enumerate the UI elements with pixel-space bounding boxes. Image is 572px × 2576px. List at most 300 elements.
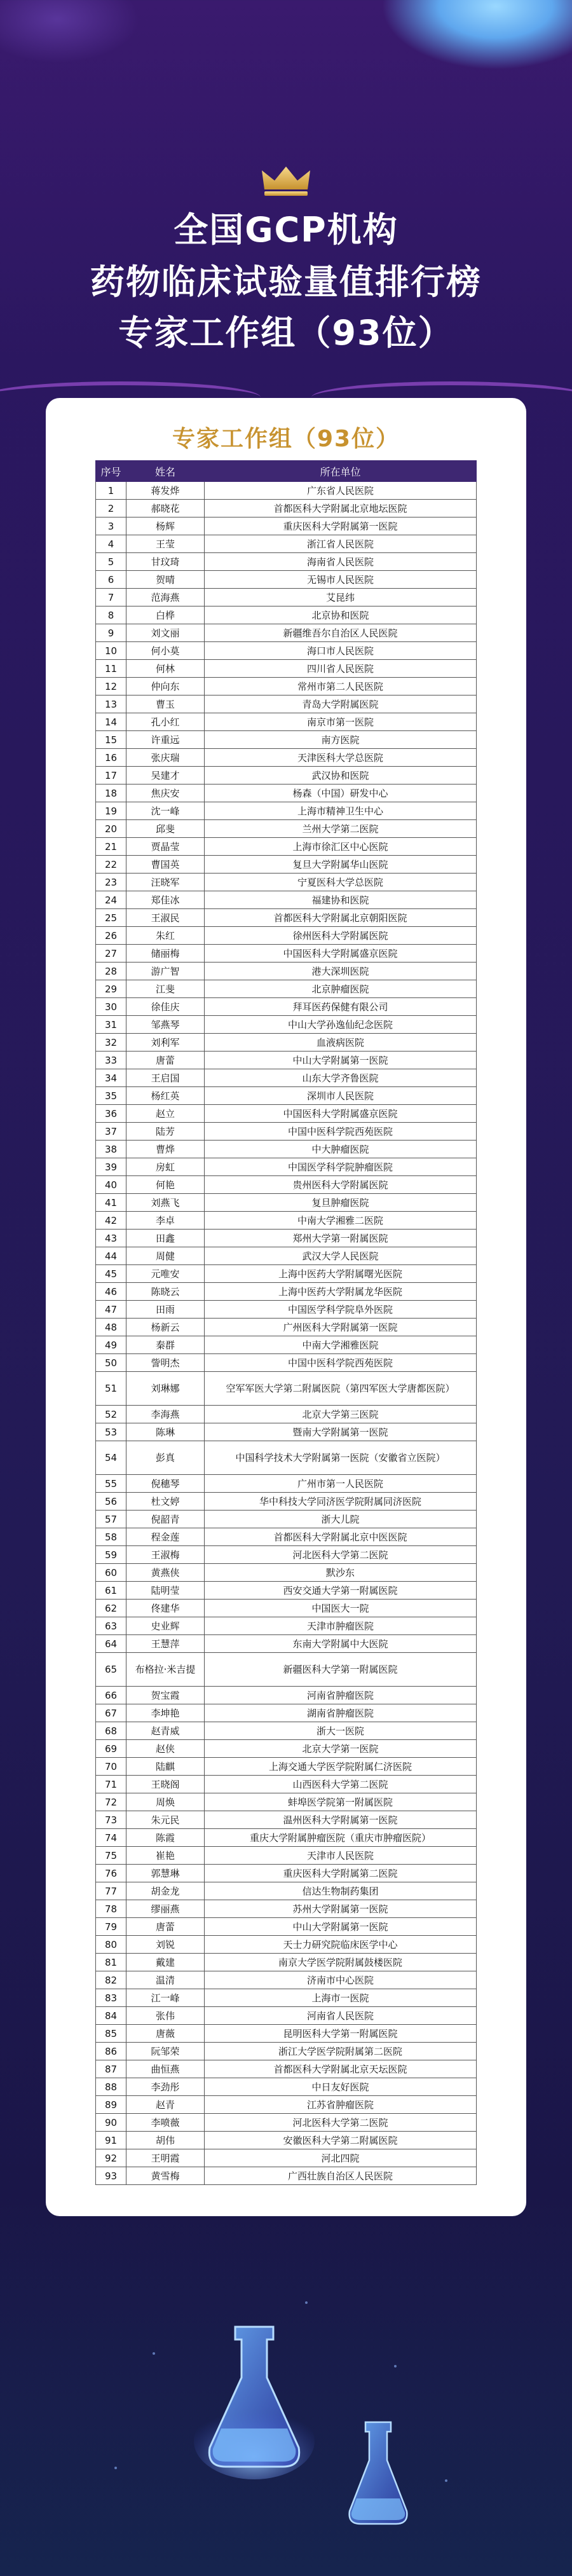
cell-number: 22: [96, 856, 126, 874]
cell-number: 58: [96, 1528, 126, 1546]
cell-name: 元唯安: [126, 1265, 205, 1283]
table-row: [96, 1582, 477, 1600]
table-row: [96, 1971, 477, 1989]
cell-institution: 广东省人民医院: [205, 482, 477, 500]
cell-name: 缪丽燕: [126, 1900, 205, 1918]
cell-number: 83: [96, 1989, 126, 2007]
cell-number: 17: [96, 767, 126, 784]
table-row: [96, 909, 477, 927]
table-body: [96, 482, 477, 2185]
crown-icon: [261, 164, 311, 197]
cell-name: 李海燕: [126, 1406, 205, 1423]
table-row: [96, 1158, 477, 1176]
cell-number: 72: [96, 1793, 126, 1811]
cell-name: 江斐: [126, 980, 205, 998]
table-row: [96, 1441, 477, 1475]
cell-number: 43: [96, 1230, 126, 1247]
cell-institution: 信达生物制药集团: [205, 1882, 477, 1900]
table-row: [96, 1301, 477, 1319]
cell-number: 6: [96, 571, 126, 589]
table-row: [96, 695, 477, 713]
table-row: [96, 2060, 477, 2078]
cell-institution: 暨南大学附属第一医院: [205, 1423, 477, 1441]
cell-number: 38: [96, 1141, 126, 1158]
table-row: [96, 802, 477, 820]
cell-number: 69: [96, 1740, 126, 1758]
cell-institution: 上海中医药大学附属龙华医院: [205, 1283, 477, 1301]
cell-institution: 中南大学湘雅医院: [205, 1336, 477, 1354]
table-row: [96, 2096, 477, 2114]
table-row: [96, 482, 477, 500]
cell-number: 24: [96, 891, 126, 909]
cell-name: 田鑫: [126, 1230, 205, 1247]
cell-institution: 中山大学附属第一医院: [205, 1052, 477, 1069]
cell-institution: 浙大一医院: [205, 1722, 477, 1740]
cell-name: 田雨: [126, 1301, 205, 1319]
cell-number: 87: [96, 2060, 126, 2078]
cell-number: 81: [96, 1954, 126, 1971]
cell-name: 李卓: [126, 1212, 205, 1230]
cell-name: 周焕: [126, 1793, 205, 1811]
cell-number: 33: [96, 1052, 126, 1069]
cell-name: 史业辉: [126, 1617, 205, 1635]
card-title: 专家工作组（93位）: [172, 426, 400, 452]
table-row: [96, 1247, 477, 1265]
cell-number: 35: [96, 1087, 126, 1105]
cell-institution: 江苏省肿瘤医院: [205, 2096, 477, 2114]
cell-institution: 中国医学科学院阜外医院: [205, 1301, 477, 1319]
cell-institution: 中国中医科学院西苑医院: [205, 1354, 477, 1372]
table-row: [96, 1372, 477, 1406]
table-row: [96, 517, 477, 535]
table-row: [96, 606, 477, 624]
cell-institution: 河南省人民医院: [205, 2007, 477, 2025]
cell-institution: 郑州大学第一附属医院: [205, 1230, 477, 1247]
cell-number: 31: [96, 1016, 126, 1034]
cell-name: 王莹: [126, 535, 205, 553]
expert-table: [95, 460, 477, 2185]
cell-name: 徐佳庆: [126, 998, 205, 1016]
cell-name: 倪韶青: [126, 1511, 205, 1528]
table-row: [96, 660, 477, 678]
table-row: [96, 2114, 477, 2132]
table-row: [96, 1564, 477, 1582]
sparkle-dot: [394, 2365, 397, 2367]
cell-name: 何艳: [126, 1176, 205, 1194]
cell-institution: 河北医科大学第二医院: [205, 1546, 477, 1564]
cell-institution: 北京肿瘤医院: [205, 980, 477, 998]
cell-name: 胡伟: [126, 2132, 205, 2149]
cell-number: 18: [96, 784, 126, 802]
table-row: [96, 1758, 477, 1776]
table-row: [96, 1123, 477, 1141]
cell-name: 赵青威: [126, 1722, 205, 1740]
cell-name: 贺晴: [126, 571, 205, 589]
cell-institution: 中日友好医院: [205, 2078, 477, 2096]
cell-name: 甘玟琦: [126, 553, 205, 571]
cell-institution: 天津医科大学总医院: [205, 749, 477, 767]
cell-number: 64: [96, 1635, 126, 1653]
cell-number: 26: [96, 927, 126, 945]
cell-institution: 首都医科大学附属北京朝阳医院: [205, 909, 477, 927]
cell-name: 秦群: [126, 1336, 205, 1354]
cell-name: 张庆瑞: [126, 749, 205, 767]
table-row: [96, 1882, 477, 1900]
table-row: [96, 1034, 477, 1052]
cell-name: 赵侠: [126, 1740, 205, 1758]
table-row: [96, 589, 477, 606]
cell-number: 88: [96, 2078, 126, 2096]
cell-number: 52: [96, 1406, 126, 1423]
table-row: [96, 1617, 477, 1635]
cell-name: 刘锐: [126, 1936, 205, 1954]
cell-number: 54: [96, 1441, 126, 1475]
cell-number: 79: [96, 1918, 126, 1936]
cell-institution: 常州市第二人民医院: [205, 678, 477, 695]
cell-number: 59: [96, 1546, 126, 1564]
cell-institution: 广州市第一人民医院: [205, 1475, 477, 1493]
cell-number: 57: [96, 1511, 126, 1528]
table-row: [96, 998, 477, 1016]
cell-number: 46: [96, 1283, 126, 1301]
cell-institution: 南方医院: [205, 731, 477, 749]
cell-institution: 武汉协和医院: [205, 767, 477, 784]
cell-number: 51: [96, 1372, 126, 1406]
table-row: [96, 1936, 477, 1954]
table-row: [96, 1811, 477, 1829]
cell-institution: 昆明医科大学第一附属医院: [205, 2025, 477, 2043]
cell-number: 86: [96, 2043, 126, 2060]
table-row: [96, 1954, 477, 1971]
table-row: [96, 767, 477, 784]
table-row: [96, 980, 477, 998]
cell-institution: 北京大学第三医院: [205, 1406, 477, 1423]
cell-institution: 中南大学湘雅二医院: [205, 1212, 477, 1230]
table-row: [96, 874, 477, 891]
table-row: [96, 1687, 477, 1704]
cell-institution: 东南大学附属中大医院: [205, 1635, 477, 1653]
table-row: [96, 1704, 477, 1722]
cell-name: 蒋发烨: [126, 482, 205, 500]
table-row: [96, 2132, 477, 2149]
cell-name: 曲恒燕: [126, 2060, 205, 2078]
table-row: [96, 535, 477, 553]
cell-name: 陆芳: [126, 1123, 205, 1141]
table-row: [96, 678, 477, 695]
cell-number: 42: [96, 1212, 126, 1230]
sparkle-dot: [445, 2479, 447, 2482]
table-row: [96, 838, 477, 856]
cell-institution: 深圳市人民医院: [205, 1087, 477, 1105]
cell-number: 62: [96, 1600, 126, 1617]
cell-name: 胡金龙: [126, 1882, 205, 1900]
cell-institution: 蚌埠医学院第一附属医院: [205, 1793, 477, 1811]
table-row: [96, 1918, 477, 1936]
cell-name: 阮邹荣: [126, 2043, 205, 2060]
cell-name: 王慧萍: [126, 1635, 205, 1653]
table-row: [96, 1194, 477, 1212]
cell-institution: 上海市一医院: [205, 1989, 477, 2007]
cell-institution: 天津市人民医院: [205, 1847, 477, 1865]
header-cell-institution: 所在单位: [205, 461, 477, 482]
cell-number: 92: [96, 2149, 126, 2167]
cell-number: 45: [96, 1265, 126, 1283]
cell-name: 曹玉: [126, 695, 205, 713]
cell-number: 3: [96, 517, 126, 535]
cell-name: 曹国英: [126, 856, 205, 874]
cell-institution: 艾昆纬: [205, 589, 477, 606]
cell-institution: 山东大学齐鲁医院: [205, 1069, 477, 1087]
cell-institution: 天士力研究院临床医学中心: [205, 1936, 477, 1954]
cell-institution: 兰州大学第二医院: [205, 820, 477, 838]
cell-name: 王淑梅: [126, 1546, 205, 1564]
cell-number: 47: [96, 1301, 126, 1319]
cell-number: 77: [96, 1882, 126, 1900]
cell-name: 刘琳娜: [126, 1372, 205, 1406]
cell-name: 邱斐: [126, 820, 205, 838]
flask-icon: [191, 2314, 318, 2479]
table-row: [96, 624, 477, 642]
table-row: [96, 1776, 477, 1793]
cell-name: 朱元民: [126, 1811, 205, 1829]
cell-number: 34: [96, 1069, 126, 1087]
table-row: [96, 927, 477, 945]
cell-institution: 杨森（中国）研发中心: [205, 784, 477, 802]
cell-institution: 新疆维吾尔自治区人民医院: [205, 624, 477, 642]
cell-name: 王晓阁: [126, 1776, 205, 1793]
cell-number: 28: [96, 963, 126, 980]
table-row: [96, 553, 477, 571]
background-glow-left: [0, 0, 140, 64]
table-row: [96, 1052, 477, 1069]
table-row: [96, 1230, 477, 1247]
cell-number: 39: [96, 1158, 126, 1176]
table-row: [96, 571, 477, 589]
cell-number: 75: [96, 1847, 126, 1865]
cell-institution: 天津市肿瘤医院: [205, 1617, 477, 1635]
table-row: [96, 2007, 477, 2025]
cell-name: 沈一峰: [126, 802, 205, 820]
cell-number: 61: [96, 1582, 126, 1600]
table-row: [96, 1847, 477, 1865]
cell-number: 76: [96, 1865, 126, 1882]
cell-number: 41: [96, 1194, 126, 1212]
cell-name: 佟建华: [126, 1600, 205, 1617]
cell-number: 65: [96, 1653, 126, 1687]
table-row: [96, 713, 477, 731]
cell-name: 刘利军: [126, 1034, 205, 1052]
cell-name: 许重远: [126, 731, 205, 749]
table-row: [96, 1105, 477, 1123]
cell-institution: 拜耳医药保健有限公司: [205, 998, 477, 1016]
cell-institution: 中国医科大学附属盛京医院: [205, 1105, 477, 1123]
cell-name: 白桦: [126, 606, 205, 624]
table-row: [96, 731, 477, 749]
cell-name: 王明霞: [126, 2149, 205, 2167]
cell-number: 8: [96, 606, 126, 624]
cell-name: 戴建: [126, 1954, 205, 1971]
cell-name: 杜文婷: [126, 1493, 205, 1511]
cell-name: 黄雪梅: [126, 2167, 205, 2185]
cell-name: 焦庆安: [126, 784, 205, 802]
cell-name: 崔艳: [126, 1847, 205, 1865]
cell-number: 82: [96, 1971, 126, 1989]
cell-institution: 重庆医科大学附属第一医院: [205, 517, 477, 535]
cell-number: 40: [96, 1176, 126, 1194]
cell-name: 陈晓云: [126, 1283, 205, 1301]
table-row: [96, 749, 477, 767]
cell-institution: 徐州医科大学附属医院: [205, 927, 477, 945]
table-row: [96, 1087, 477, 1105]
cell-number: 5: [96, 553, 126, 571]
cell-institution: 中国医学科学院肿瘤医院: [205, 1158, 477, 1176]
cell-institution: 安徽医科大学第二附属医院: [205, 2132, 477, 2149]
cell-name: 唐蕾: [126, 1918, 205, 1936]
cell-institution: 上海市精神卫生中心: [205, 802, 477, 820]
cell-name: 何林: [126, 660, 205, 678]
cell-number: 7: [96, 589, 126, 606]
cell-institution: 港大深圳医院: [205, 963, 477, 980]
cell-name: 郝晓花: [126, 500, 205, 517]
cell-institution: 中国中医科学院西苑医院: [205, 1123, 477, 1141]
table-row: [96, 1900, 477, 1918]
cell-institution: 中大肿瘤医院: [205, 1141, 477, 1158]
table-row: [96, 1336, 477, 1354]
table-row: [96, 1069, 477, 1087]
table-row: [96, 1740, 477, 1758]
cell-institution: 首都医科大学附属北京中医医院: [205, 1528, 477, 1546]
cell-institution: 宁夏医科大学总医院: [205, 874, 477, 891]
table-row: [96, 1546, 477, 1564]
cell-institution: 苏州大学附属第一医院: [205, 1900, 477, 1918]
table-row: [96, 642, 477, 660]
cell-institution: 重庆大学附属肿瘤医院（重庆市肿瘤医院）: [205, 1829, 477, 1847]
cell-name: 刘文丽: [126, 624, 205, 642]
cell-institution: 浙江大学医学院附属第二医院: [205, 2043, 477, 2060]
cell-institution: 济南市中心医院: [205, 1971, 477, 1989]
cell-number: 12: [96, 678, 126, 695]
cell-institution: 海口市人民医院: [205, 642, 477, 660]
cell-name: 曹烨: [126, 1141, 205, 1158]
cell-name: 李劲彤: [126, 2078, 205, 2096]
table-row: [96, 784, 477, 802]
cell-number: 50: [96, 1354, 126, 1372]
cell-name: 陈琳: [126, 1423, 205, 1441]
cell-institution: 上海中医药大学附属曙光医院: [205, 1265, 477, 1283]
cell-institution: 中山大学孙逸仙纪念医院: [205, 1016, 477, 1034]
cell-institution: 南京大学医学院附属鼓楼医院: [205, 1954, 477, 1971]
cell-institution: 武汉大学人民医院: [205, 1247, 477, 1265]
cell-name: 吴建才: [126, 767, 205, 784]
table-row: [96, 1653, 477, 1687]
table-row: [96, 891, 477, 909]
background-glow-right: [381, 0, 572, 70]
cell-name: 赵立: [126, 1105, 205, 1123]
cell-number: 93: [96, 2167, 126, 2185]
cell-institution: 华中科技大学同济医学院附属同济医院: [205, 1493, 477, 1511]
cell-name: 范海燕: [126, 589, 205, 606]
cell-institution: 血液病医院: [205, 1034, 477, 1052]
cell-name: 李喷薇: [126, 2114, 205, 2132]
cell-institution: 首都医科大学附属北京地坛医院: [205, 500, 477, 517]
table-row: [96, 856, 477, 874]
table-row: [96, 1016, 477, 1034]
cell-number: 27: [96, 945, 126, 963]
header-cell-name: 姓名: [126, 461, 205, 482]
table-row: [96, 500, 477, 517]
cell-name: 周健: [126, 1247, 205, 1265]
cell-number: 9: [96, 624, 126, 642]
cell-number: 19: [96, 802, 126, 820]
cell-number: 71: [96, 1776, 126, 1793]
cell-name: 李坤艳: [126, 1704, 205, 1722]
cell-number: 49: [96, 1336, 126, 1354]
table-row: [96, 820, 477, 838]
cell-number: 36: [96, 1105, 126, 1123]
table-row: [96, 2078, 477, 2096]
cell-number: 60: [96, 1564, 126, 1582]
cell-name: 程金莲: [126, 1528, 205, 1546]
cell-institution: 山西医科大学第二医院: [205, 1776, 477, 1793]
cell-institution: 湖南省肿瘤医院: [205, 1704, 477, 1722]
table-row: [96, 2167, 477, 2185]
cell-number: 85: [96, 2025, 126, 2043]
cell-institution: 中国科学技术大学附属第一医院（安徽省立医院）: [205, 1441, 477, 1475]
cell-number: 37: [96, 1123, 126, 1141]
cell-institution: 四川省人民医院: [205, 660, 477, 678]
cell-number: 84: [96, 2007, 126, 2025]
cell-number: 66: [96, 1687, 126, 1704]
cell-name: 倪穗琴: [126, 1475, 205, 1493]
cell-name: 何小莫: [126, 642, 205, 660]
cell-number: 73: [96, 1811, 126, 1829]
cell-name: 彭真: [126, 1441, 205, 1475]
cell-name: 游广智: [126, 963, 205, 980]
table-row: [96, 2025, 477, 2043]
cell-name: 王启国: [126, 1069, 205, 1087]
cell-institution: 空军军医大学第二附属医院（第四军医大学唐都医院）: [205, 1372, 477, 1406]
cell-name: 贺宝霞: [126, 1687, 205, 1704]
table-row: [96, 1493, 477, 1511]
cell-number: 14: [96, 713, 126, 731]
cell-number: 4: [96, 535, 126, 553]
cell-institution: 复旦大学附属华山医院: [205, 856, 477, 874]
cell-institution: 默沙东: [205, 1564, 477, 1582]
cell-number: 68: [96, 1722, 126, 1740]
cell-number: 30: [96, 998, 126, 1016]
cell-name: 邹燕琴: [126, 1016, 205, 1034]
cell-institution: 河北四院: [205, 2149, 477, 2167]
cell-number: 63: [96, 1617, 126, 1635]
cell-name: 郭慧琳: [126, 1865, 205, 1882]
cell-name: 陈霞: [126, 1829, 205, 1847]
table-header-row: [96, 461, 477, 482]
cell-number: 25: [96, 909, 126, 927]
cell-name: 布格拉·米吉提: [126, 1653, 205, 1687]
cell-name: 房虹: [126, 1158, 205, 1176]
cell-name: 张伟: [126, 2007, 205, 2025]
cell-name: 刘燕飞: [126, 1194, 205, 1212]
sparkle-dot: [114, 2467, 117, 2469]
cell-number: 16: [96, 749, 126, 767]
cell-number: 32: [96, 1034, 126, 1052]
cell-number: 23: [96, 874, 126, 891]
sparkle-dot: [153, 2352, 155, 2355]
cell-name: 仲向东: [126, 678, 205, 695]
table-row: [96, 1989, 477, 2007]
header-cell-number: 序号: [96, 461, 126, 482]
cell-name: 江一峰: [126, 1989, 205, 2007]
